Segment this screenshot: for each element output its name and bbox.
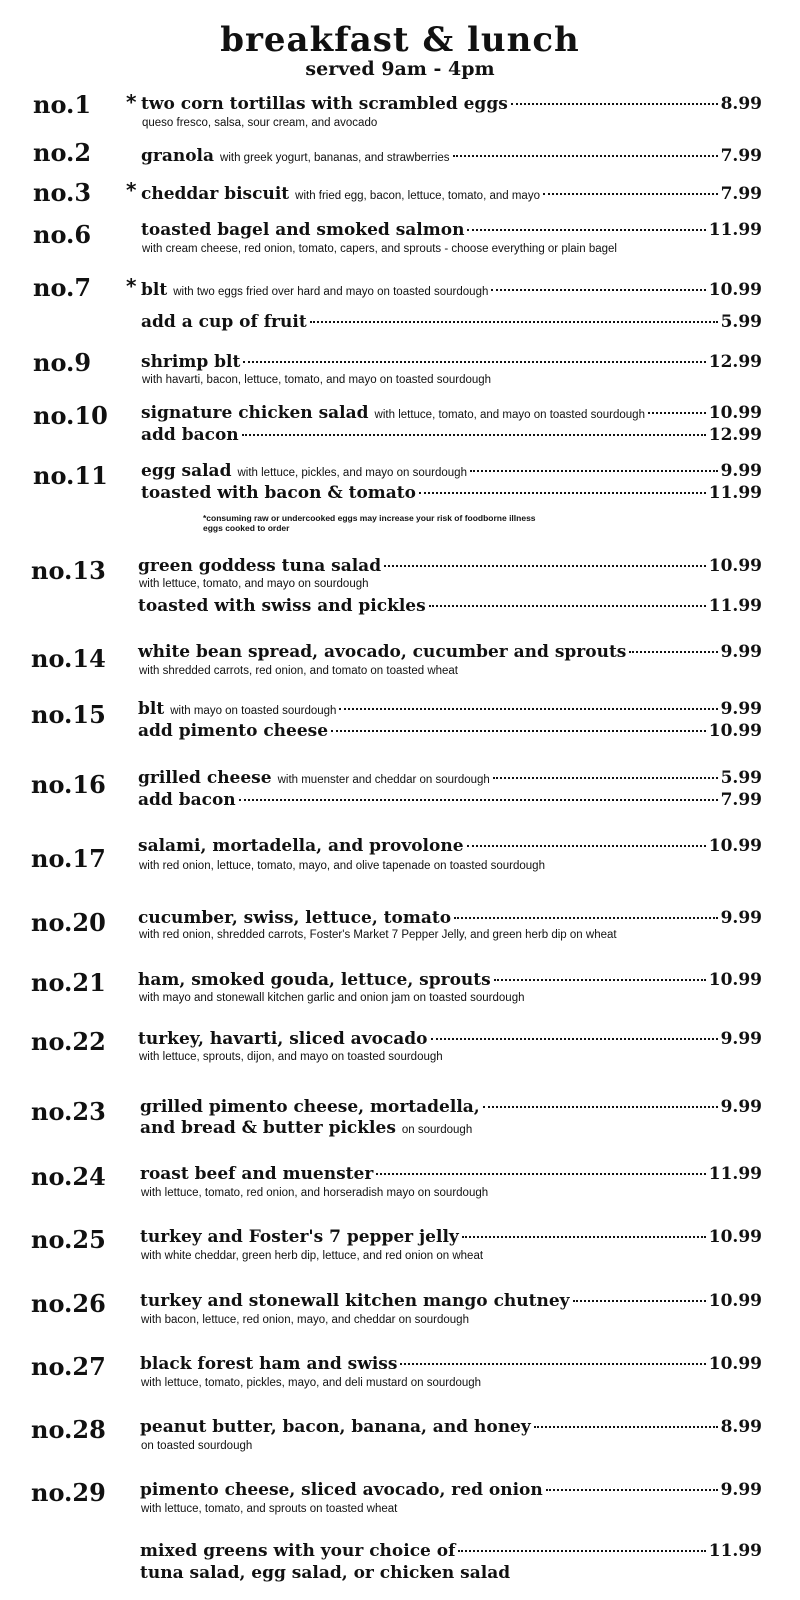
menu-hours: served 9am - 4pm <box>305 58 495 80</box>
raw-egg-asterisk: * <box>126 178 137 202</box>
dot-leader <box>470 470 718 472</box>
addon-price: 12.99 <box>708 425 762 445</box>
item-name: shrimp blt <box>141 352 241 372</box>
item-price: 10.99 <box>708 403 762 423</box>
dot-leader <box>511 103 718 105</box>
item-name: cucumber, swiss, lettuce, tomato <box>138 908 452 928</box>
item-description: with red onion, shredded carrots, Foster's Market 7 Pepper Jelly, and green herb dip on wheat <box>139 929 617 941</box>
dot-leader <box>467 229 705 231</box>
menu-item-line <box>140 1097 762 1119</box>
item-name: toasted bagel and smoked salmon <box>141 220 465 240</box>
item-modifier: on sourdough <box>401 1124 473 1136</box>
menu-item-line <box>140 1164 762 1186</box>
item-price: 10.99 <box>708 970 762 990</box>
item-price: 12.99 <box>708 352 762 372</box>
item-modifier: with mayo on toasted sourdough <box>170 705 337 717</box>
item-description: with red onion, lettuce, tomato, mayo, and olive tapenade on toasted sourdough <box>139 860 545 872</box>
raw-egg-disclaimer <box>203 513 536 533</box>
addon-name: add bacon <box>141 425 239 445</box>
item-name: signature chicken salad <box>141 403 369 423</box>
item-price: 7.99 <box>720 184 762 204</box>
menu-item-line <box>140 1291 762 1313</box>
addon-price: 11.99 <box>708 596 762 616</box>
item-description: with mayo and stonewall kitchen garlic and onion jam on toasted sourdough <box>139 992 525 1004</box>
item-number: no.14 <box>31 644 106 673</box>
menu-item-line <box>141 403 762 425</box>
menu-item-line <box>138 908 762 930</box>
menu-title: breakfast & lunch <box>220 20 580 60</box>
item-price: 11.99 <box>708 1164 762 1184</box>
dot-leader <box>331 730 706 732</box>
menu-item-line <box>140 1354 762 1376</box>
item-description: with lettuce, sprouts, dijon, and mayo on toasted sourdough <box>139 1051 443 1063</box>
item-name: green goddess tuna salad <box>138 556 382 576</box>
menu-item-line <box>138 699 762 721</box>
dot-leader <box>534 1426 718 1428</box>
menu-item-line <box>140 1480 762 1502</box>
item-price: 9.99 <box>720 1480 762 1500</box>
item-modifier: with lettuce, pickles, and mayo on sourdough <box>237 467 467 479</box>
disclaimer-line: eggs cooked to order <box>203 523 290 533</box>
dot-leader <box>494 979 706 981</box>
item-name: ham, smoked gouda, lettuce, sprouts <box>138 970 491 990</box>
item-number: no.23 <box>31 1097 106 1126</box>
item-number: no.16 <box>31 770 106 799</box>
addon-price: 10.99 <box>708 721 762 741</box>
addon-name: toasted with swiss and pickles <box>138 596 426 616</box>
dot-leader <box>429 605 706 607</box>
menu-item-line <box>138 836 762 858</box>
item-modifier: with fried egg, bacon, lettuce, tomato, and mayo <box>295 190 540 202</box>
addon-price: 7.99 <box>720 790 762 810</box>
item-price: 11.99 <box>708 220 762 240</box>
item-name: black forest ham and swiss <box>140 1354 398 1374</box>
item-name: cheddar biscuit <box>141 184 290 204</box>
item-name: granola <box>141 146 215 166</box>
item-price: 10.99 <box>708 1354 762 1374</box>
item-modifier: with muenster and cheddar on sourdough <box>277 774 490 786</box>
item-description: on toasted sourdough <box>141 1440 253 1452</box>
dot-leader <box>431 1038 718 1040</box>
addon-price: 5.99 <box>720 312 762 332</box>
addon-line <box>141 425 762 447</box>
item-name: blt <box>141 280 168 300</box>
item-number: no.29 <box>31 1478 106 1507</box>
item-description: with lettuce, tomato, and mayo on sourdough <box>139 578 369 590</box>
dot-leader <box>339 708 717 710</box>
addon-name: add a cup of fruit <box>141 312 307 332</box>
dot-leader <box>384 565 706 567</box>
dot-leader <box>310 321 718 323</box>
item-price: 10.99 <box>708 1291 762 1311</box>
item-description: with cream cheese, red onion, tomato, capers, and sprouts - choose everything or plain bagel <box>142 243 617 255</box>
item-price: 9.99 <box>720 699 762 719</box>
dot-leader <box>629 651 717 653</box>
item-number: no.1 <box>33 90 92 119</box>
item-description: with white cheddar, green herb dip, lettuce, and red onion on wheat <box>141 1250 484 1262</box>
item-price: 9.99 <box>720 461 762 481</box>
item-price: 10.99 <box>708 556 762 576</box>
item-price: 5.99 <box>720 768 762 788</box>
dot-leader <box>454 917 718 919</box>
item-description: with shredded carrots, red onion, and tomato on toasted wheat <box>139 665 459 677</box>
item-number: no.6 <box>33 220 92 249</box>
dot-leader <box>453 155 718 157</box>
item-name-continued <box>140 1118 472 1140</box>
item-price: 10.99 <box>708 1227 762 1247</box>
item-number: no.15 <box>31 700 106 729</box>
item-name-line2: tuna salad, egg salad, or chicken salad <box>140 1563 511 1583</box>
dot-leader <box>376 1173 705 1175</box>
item-price: 9.99 <box>720 1097 762 1117</box>
item-modifier: with two eggs fried over hard and mayo on toasted sourdough <box>173 286 489 298</box>
dot-leader <box>648 412 706 414</box>
addon-line <box>141 312 762 334</box>
dot-leader <box>546 1489 718 1491</box>
menu-item-line <box>140 1417 762 1439</box>
item-number: no.13 <box>31 556 106 585</box>
addon-name: add bacon <box>138 790 236 810</box>
addon-line <box>141 483 762 505</box>
dot-leader <box>493 777 718 779</box>
menu-item-line <box>138 970 762 992</box>
item-name: turkey and stonewall kitchen mango chutney <box>140 1291 570 1311</box>
addon-line <box>138 596 762 618</box>
addon-line <box>138 790 762 812</box>
menu-item-line <box>138 556 762 578</box>
item-description: with lettuce, tomato, and sprouts on toasted wheat <box>141 1503 398 1515</box>
item-name-line2: and bread & butter pickles <box>140 1118 396 1138</box>
item-price: 9.99 <box>720 908 762 928</box>
dot-leader <box>573 1300 706 1302</box>
dot-leader <box>243 361 705 363</box>
item-number: no.22 <box>31 1027 106 1056</box>
dot-leader <box>458 1550 705 1552</box>
menu-item-line <box>141 146 762 168</box>
menu-item-line <box>138 768 762 790</box>
menu-item-line <box>138 1029 762 1051</box>
addon-price: 11.99 <box>708 483 762 503</box>
item-price: 10.99 <box>708 836 762 856</box>
item-name: two corn tortillas with scrambled eggs <box>141 94 508 114</box>
item-description: with lettuce, tomato, red onion, and horseradish mayo on sourdough <box>141 1187 489 1199</box>
item-price: 8.99 <box>720 1417 762 1437</box>
item-number: no.9 <box>33 348 92 377</box>
dot-leader <box>543 193 718 195</box>
menu-item-line <box>141 220 762 242</box>
item-number: no.11 <box>33 461 108 490</box>
item-name: grilled pimento cheese, mortadella, <box>140 1097 480 1117</box>
item-modifier: with lettuce, tomato, and mayo on toasted sourdough <box>374 409 645 421</box>
menu-item-line <box>140 1541 762 1563</box>
item-price: 9.99 <box>720 642 762 662</box>
item-name: blt <box>138 699 165 719</box>
item-price: 10.99 <box>708 280 762 300</box>
menu-item-line <box>141 461 762 483</box>
menu-item-line <box>141 280 762 302</box>
item-name: white bean spread, avocado, cucumber and sprouts <box>138 642 627 662</box>
item-name: roast beef and muenster <box>140 1164 374 1184</box>
dot-leader <box>419 492 706 494</box>
menu-item-line <box>141 352 762 374</box>
dot-leader <box>239 799 718 801</box>
dot-leader <box>462 1236 706 1238</box>
item-description: with bacon, lettuce, red onion, mayo, and cheddar on sourdough <box>141 1314 469 1326</box>
item-name: egg salad <box>141 461 232 481</box>
item-number: no.2 <box>33 138 92 167</box>
addon-name: toasted with bacon & tomato <box>141 483 416 503</box>
raw-egg-asterisk: * <box>126 274 137 298</box>
addon-line <box>138 721 762 743</box>
item-name: pimento cheese, sliced avocado, red onion <box>140 1480 543 1500</box>
item-price: 11.99 <box>708 1541 762 1561</box>
item-number: no.3 <box>33 178 92 207</box>
item-description: with havarti, bacon, lettuce, tomato, and mayo on toasted sourdough <box>142 374 492 386</box>
addon-name: add pimento cheese <box>138 721 329 741</box>
item-number: no.25 <box>31 1225 106 1254</box>
item-number: no.21 <box>31 968 106 997</box>
item-description: queso fresco, salsa, sour cream, and avocado <box>142 117 378 129</box>
disclaimer-line: *consuming raw or undercooked eggs may increase your risk of foodborne illness <box>203 513 536 523</box>
item-number: no.28 <box>31 1415 106 1444</box>
raw-egg-asterisk: * <box>126 90 137 114</box>
item-number: no.26 <box>31 1289 106 1318</box>
item-price: 9.99 <box>720 1029 762 1049</box>
item-modifier: with greek yogurt, bananas, and strawberries <box>220 152 450 164</box>
item-name: grilled cheese <box>138 768 272 788</box>
item-price: 8.99 <box>720 94 762 114</box>
item-number: no.20 <box>31 908 106 937</box>
dot-leader <box>400 1363 705 1365</box>
item-name: turkey and Foster's 7 pepper jelly <box>140 1227 459 1247</box>
dot-leader <box>467 845 706 847</box>
menu-item-line <box>141 184 762 206</box>
dot-leader <box>483 1106 718 1108</box>
item-number: no.7 <box>33 273 92 302</box>
dot-leader <box>491 289 705 291</box>
menu-item-line <box>138 642 762 664</box>
dot-leader <box>242 434 706 436</box>
item-name: peanut butter, bacon, banana, and honey <box>140 1417 531 1437</box>
item-price: 7.99 <box>720 146 762 166</box>
item-name: salami, mortadella, and provolone <box>138 836 464 856</box>
item-description: with lettuce, tomato, pickles, mayo, and deli mustard on sourdough <box>141 1377 482 1389</box>
item-number: no.27 <box>31 1352 106 1381</box>
item-number: no.17 <box>31 844 106 873</box>
item-name: turkey, havarti, sliced avocado <box>138 1029 428 1049</box>
item-name: mixed greens with your choice of <box>140 1541 456 1561</box>
menu-item-line <box>140 1227 762 1249</box>
item-number: no.24 <box>31 1162 106 1191</box>
item-number: no.10 <box>33 401 108 430</box>
menu-item-line <box>141 94 762 116</box>
